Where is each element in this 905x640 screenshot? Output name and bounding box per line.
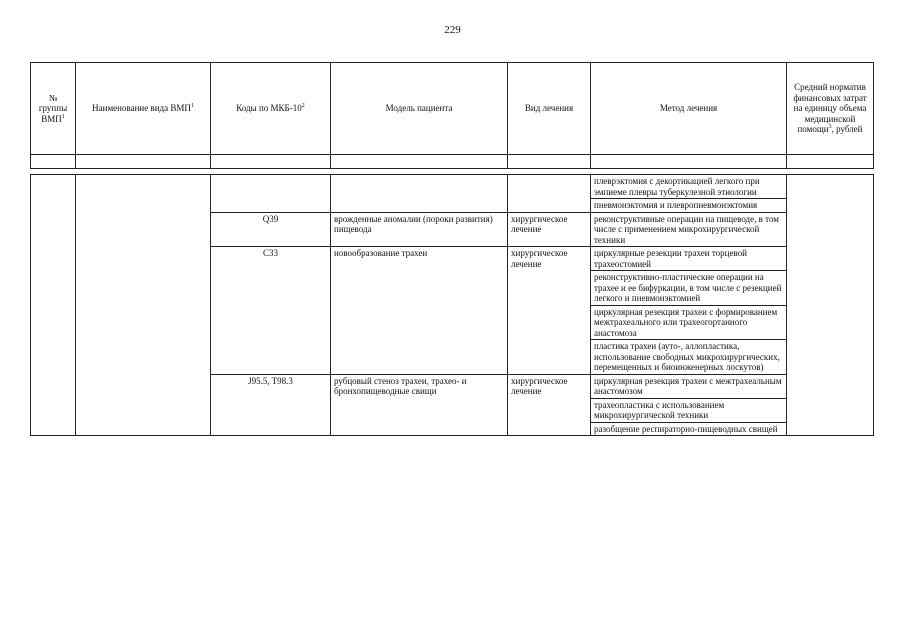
model-cell: [331, 175, 508, 213]
header-cost: Средний норматив финансовых затрат на единицу объема медицинской помощи$^3$, рублей: [787, 63, 874, 155]
method-cell: циркулярная резекция трахеи с формированием межтрахеального или трахеогортанного анастомоза: [591, 305, 787, 340]
code-cell: J95.5, T98.3: [211, 374, 331, 436]
header-group-number: № группы ВМП$^1$: [31, 63, 76, 155]
model-cell: врожденные аномалии (пороки развития) пищевода: [331, 212, 508, 247]
method-cell: реконструктивно-пластические операции на трахее и ее бифуркации, в том числе с резекцией легкого и пневмонэктомией: [591, 271, 787, 306]
header-icd-codes: Коды по МКБ-$10^2$: [211, 63, 331, 155]
vmp-table: [30, 62, 874, 436]
column-number-row: [31, 155, 874, 169]
table-row: [31, 175, 874, 199]
method-cell: реконструктивные операции на пищеводе, в том числе с применением микрохирургической техники: [591, 212, 787, 247]
model-cell: новообразование трахеи: [331, 247, 508, 375]
method-cell: пневмонэктомия и плевропневмонэктомия: [591, 199, 787, 213]
page-number: 229: [444, 24, 461, 36]
vmp-name-cell: [76, 175, 211, 436]
type-cell: хирургическое лечение: [508, 212, 591, 247]
method-cell: плеврэктомия с декортикацией легкого при эмпиеме плевры туберкулезной этиологии: [591, 175, 787, 199]
header-treatment-type: Вид лечения: [508, 63, 591, 155]
header-vmp-name: Наименование вида ВМП$^1$: [76, 63, 211, 155]
header-patient-model: Модель пациента: [331, 63, 508, 155]
cost-cell: [787, 175, 874, 436]
model-cell: рубцовый стеноз трахеи, трахео- и бронхопищеводные свищи: [331, 374, 508, 436]
type-cell: хирургическое лечение: [508, 247, 591, 375]
code-cell: C33: [211, 247, 331, 375]
code-cell: [211, 175, 331, 213]
type-cell: хирургическое лечение: [508, 374, 591, 436]
type-cell: [508, 175, 591, 213]
method-cell: трахеопластика с использованием микрохирургической техники: [591, 398, 787, 422]
method-cell: разобщение респираторно-пищеводных свищей: [591, 422, 787, 436]
header-row: [31, 63, 874, 155]
group-number-cell: [31, 175, 76, 436]
header-treatment-method: Метод лечения: [591, 63, 787, 155]
method-cell: циркулярная резекция трахеи с межтрахеальным анастомозом: [591, 374, 787, 398]
method-cell: пластика трахеи (ауто-, аллопластика, использование свободных микрохирургических, перемещенных и биоинженерных лоскутов): [591, 340, 787, 375]
code-cell: Q39: [211, 212, 331, 247]
method-cell: циркулярные резекции трахеи торцевой трахеостомией: [591, 247, 787, 271]
